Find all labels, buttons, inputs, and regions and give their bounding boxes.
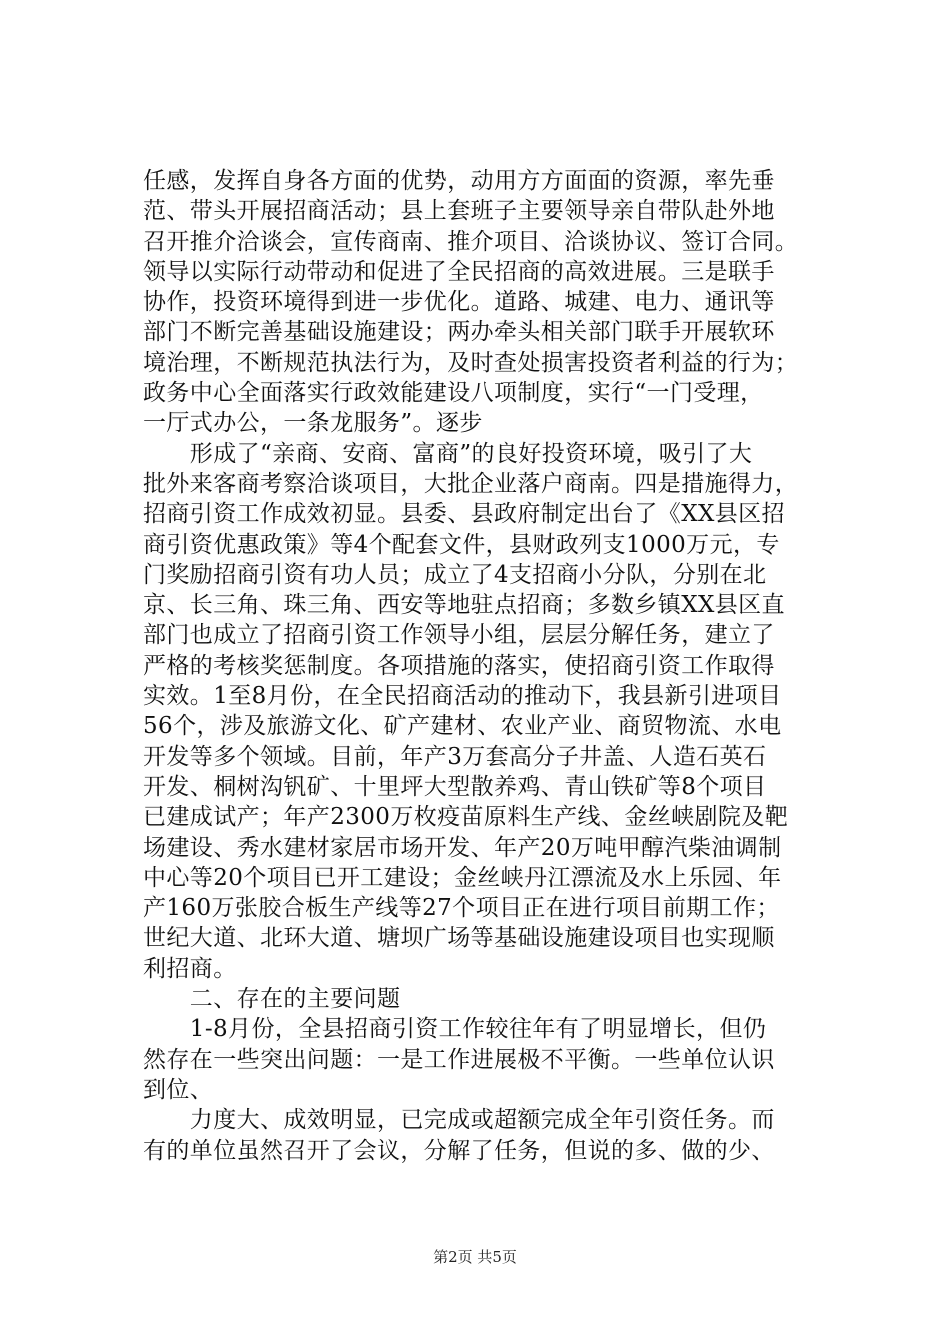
text-line: 任感，发挥自身各方面的优势，动用方方面面的资源，率先垂 [143, 168, 775, 194]
page-number-footer: 第2页 共5页 [433, 1248, 517, 1266]
text-line: 一厅式办公，一条龙服务”。逐步 [143, 410, 483, 437]
text-line: 力度大、成效明显，已完成或超额完成全年引资任务。而 [143, 1107, 775, 1134]
text-line: 有的单位虽然召开了会议，分解了任务，但说的多、做的少、 [143, 1137, 775, 1164]
text-line: 实效。1至8月份，在全民招商活动的推动下，我县新引进项目 [143, 683, 782, 710]
section-heading: 二、存在的主要问题 [143, 986, 401, 1013]
text-line: 门奖励招商引资有功人员；成立了4支招商小分队，分别在北 [143, 561, 767, 588]
text-line: 领导以实际行动带动和促进了全民招商的高效进展。三是联手 [143, 258, 775, 285]
text-line: 形成了“亲商、安商、富商”的良好投资环境，吸引了大 [143, 440, 753, 467]
text-line: 已建成试产；年产2300万枚疫苗原料生产线、金丝峡剧院及靶 [143, 804, 789, 831]
text-line: 1-8月份，全县招商引资工作较往年有了明显增长，但仍 [143, 1016, 767, 1043]
text-line: 部门不断完善基础设施建设；两办牵头相关部门联手开展软环 [143, 319, 775, 346]
text-line: 召开推介洽谈会，宣传商南、推介项目、洽谈协议、签订合同。 [143, 228, 799, 255]
text-line: 到位、 [143, 1076, 214, 1103]
text-line: 开发、桐树沟钒矿、十里坪大型散养鸡、青山铁矿等8个项目 [143, 773, 767, 800]
text-line: 开发等多个领域。目前，年产3万套高分子井盖、人造石英石 [143, 743, 767, 770]
text-line: 56个，涉及旅游文化、矿产建材、农业产业、商贸物流、水电 [143, 713, 782, 740]
text-line: 部门也成立了招商引资工作领导小组，层层分解任务，建立了 [143, 622, 775, 649]
text-line: 京、长三角、珠三角、西安等地驻点招商；多数乡镇XX县区直 [143, 592, 785, 619]
text-line: 境治理，不断规范执法行为，及时查处损害投资者利益的行为； [143, 349, 799, 376]
text-line: 政务中心全面落实行政效能建设八项制度，实行“一门受理， [143, 380, 764, 407]
body-text [143, 166, 833, 1166]
text-line: 严格的考核奖惩制度。各项措施的落实，使招商引资工作取得 [143, 652, 775, 679]
text-line: 然存在一些突出问题：一是工作进展极不平衡。一些单位认识 [143, 1046, 775, 1073]
text-line: 产160万张胶合板生产线等27个项目正在进行项目前期工作； [143, 895, 780, 922]
text-line: 协作，投资环境得到进一步优化。道路、城建、电力、通讯等 [143, 289, 775, 316]
text-line: 范、带头开展招商活动；县上套班子主要领导亲自带队赴外地 [143, 198, 775, 225]
text-line: 利招商。 [143, 955, 237, 982]
text-line: 招商引资工作成效初显。县委、县政府制定出台了《XX县区招 [143, 501, 785, 528]
text-line: 商引资优惠政策》等4个配套文件，县财政列支1000万元，专 [143, 531, 780, 558]
text-line: 中心等20个项目已开工建设；金丝峡丹江漂流及水上乐园、年 [143, 864, 782, 891]
text-line: 批外来客商考察洽谈项目，大批企业落户商南。四是措施得力， [143, 470, 799, 497]
text-line: 场建设、秀水建材家居市场开发、年产20万吨甲醇汽柴油调制 [143, 834, 782, 861]
text-line: 世纪大道、北环大道、塘坝广场等基础设施建设项目也实现顺 [143, 925, 775, 952]
